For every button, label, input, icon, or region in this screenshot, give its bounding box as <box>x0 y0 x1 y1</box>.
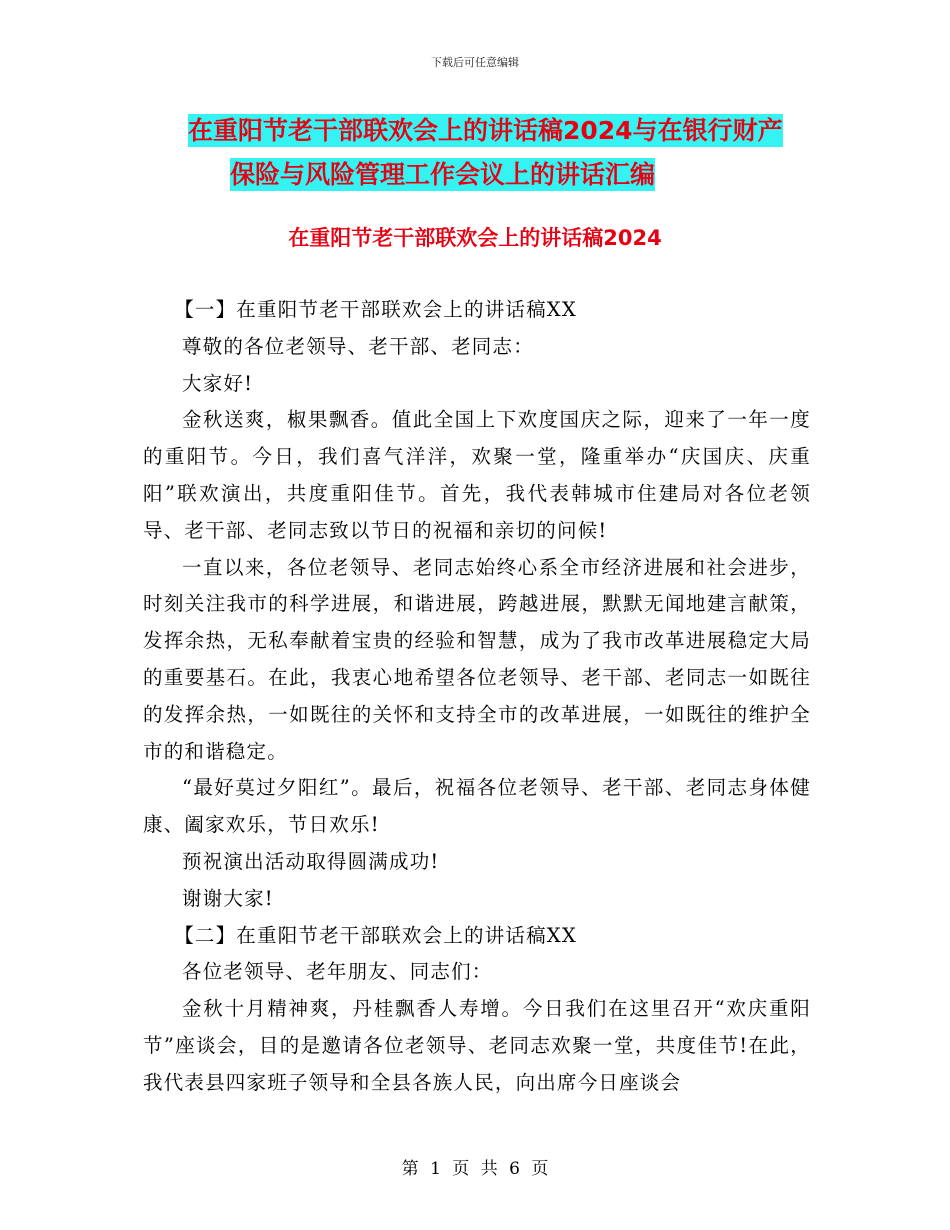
salutation: 尊敬的各位老领导、老干部、老同志： <box>182 334 534 358</box>
body-paragraph: 金秋送爽，椒果飘香。值此全国上下欢度国庆之际，迎来了一年一度的重阳节。今日，我们喜气洋洋，欢聚一堂，隆重举办“庆国庆、庆重阳”联欢演出，共度重阳佳节。首先，我代表韩城市住建局对各位老领导、老干部、老同志致以节日的祝福和亲切的问候! <box>143 408 811 542</box>
body-paragraph: 一直以来，各位老领导、老同志始终心系全市经济进展和社会进步，时刻关注我市的科学进展，和谐进展，跨越进展，默默无闻地建言献策，发挥余热，无私奉献着宝贵的经验和智慧，成为了我市改革进展稳定大局的重要基石。在此，我衷心地希望各位老领导、老干部、老同志一如既往的发挥余热，一如既往的关怀和支持全市的改革进展，一如既往的维护全市的和谐稳定。 <box>143 555 811 763</box>
document-title-line-1 <box>188 106 808 156</box>
page-footer: 第 1 页 共 6 页 <box>401 1159 549 1179</box>
body-paragraph: 金秋十月精神爽，丹桂飘香人寿增。今日我们在这里召开“欢庆重阳节”座谈会，目的是邀请各位老领导、老同志欢聚一堂，共度佳节!在此，我代表县四家班子领导和全县各族人民，向出席今日座谈会 <box>143 997 811 1094</box>
document-title-text-2: 保险与风险管理工作会议上的讲话汇编 <box>230 160 656 189</box>
body-paragraph: “最好莫过夕阳红”。最后，祝福各位老领导、老干部、老同志身体健康、阖家欢乐，节日欢乐! <box>143 776 811 837</box>
document-body <box>143 292 811 1102</box>
speech-heading-1: 【一】在重阳节老干部联欢会上的讲话稿XX <box>174 298 577 321</box>
salutation: 各位老领导、老年朋友、同志们： <box>182 960 493 984</box>
document-title-line-2 <box>230 150 770 200</box>
greeting: 大家好! <box>182 371 254 395</box>
document-title-text-1: 在重阳节老干部联欢会上的讲话稿2024与在银行财产 <box>188 116 783 145</box>
header-note: 下载后可任意编辑 <box>431 56 519 69</box>
section-title: 在重阳节老干部联欢会上的讲话稿2024 <box>288 226 662 250</box>
body-paragraph: 预祝演出活动取得圆满成功! <box>182 849 440 873</box>
closing: 谢谢大家! <box>182 886 274 910</box>
speech-heading-2: 【二】在重阳节老干部联欢会上的讲话稿XX <box>174 923 577 947</box>
